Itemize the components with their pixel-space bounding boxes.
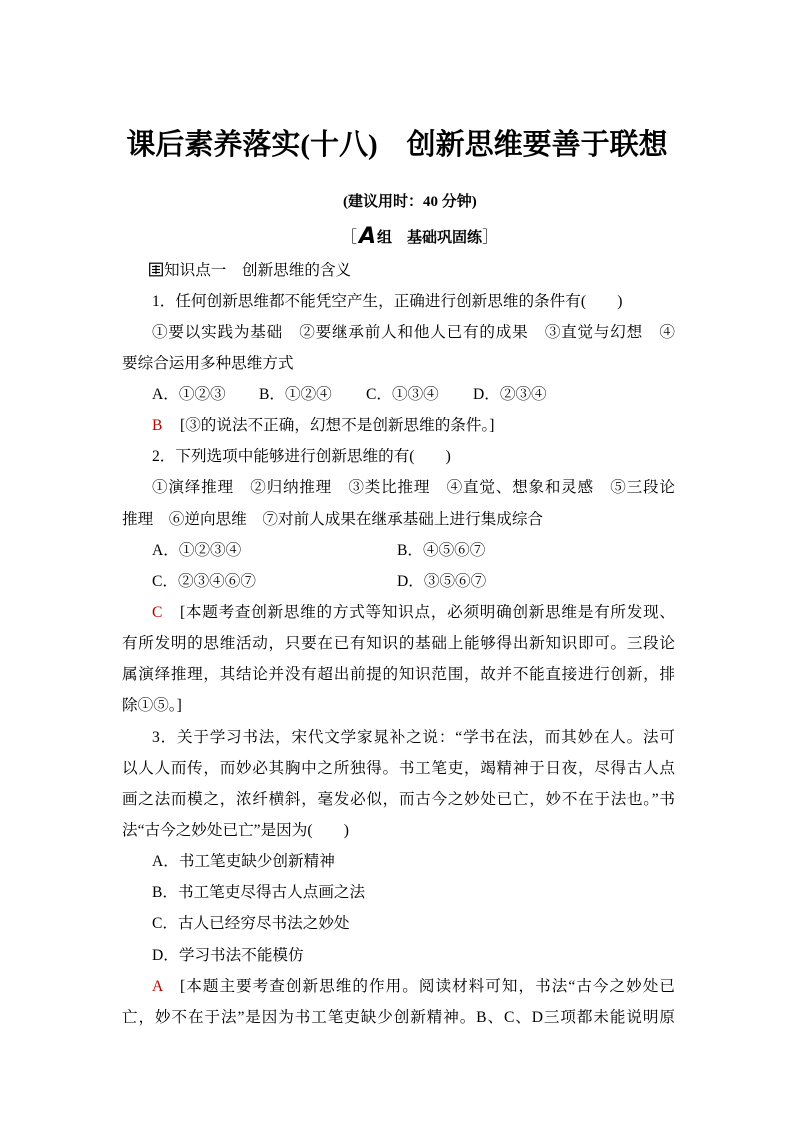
option-b: B．①②④ bbox=[259, 386, 332, 404]
question-3-stem: 3．关于学习书法，宋代文学家晁补之说：“学书在法，而其妙在人。法可 bbox=[152, 728, 675, 746]
knowledge-point-icon bbox=[149, 257, 163, 272]
question-2-options-row-2 bbox=[152, 566, 675, 597]
answer-explanation-cont: 除①⑤。] bbox=[122, 697, 182, 715]
option-a: A．①②③ bbox=[152, 386, 226, 404]
page-title: 课后素养落实(十八) 创新思维要善于联想 bbox=[126, 129, 668, 161]
group-label: 组 基础巩固练 bbox=[377, 230, 483, 246]
option-d: D．②③④ bbox=[473, 386, 547, 404]
question-2-answer-line bbox=[152, 597, 675, 628]
question-2-statements: ①演绎推理 ②归纳推理 ③类比推理 ④直觉、想象和灵感 ⑤三段论 bbox=[152, 479, 675, 497]
question-3-stem-cont: 法“古今之妙处已亡”是因为( ) bbox=[122, 822, 349, 840]
option-b: B．④⑤⑥⑦ bbox=[397, 541, 486, 559]
answer-explanation-cont: 亡，妙不在于法”是因为书工笔吏缺少创新精神。B、C、D三项都未能说明原 bbox=[122, 1008, 675, 1026]
question-1-statements: ①要以实践为基础 ②要继承前人和他人已有的成果 ③直觉与幻想 ④ bbox=[152, 323, 675, 341]
option-d: D．③⑤⑥⑦ bbox=[397, 572, 487, 590]
group-bracket-open: ［ bbox=[341, 229, 358, 246]
question-1-options bbox=[152, 379, 675, 410]
answer-letter: A bbox=[152, 977, 164, 995]
question-1-stem: 1．任何创新思维都不能凭空产生，正确进行创新思维的条件有( ) bbox=[152, 292, 623, 310]
answer-explanation-cont: 有所发明的思维活动，只要在已有知识的基础上能够得出新知识即可。三段论 bbox=[122, 635, 675, 653]
question-3-answer-line bbox=[152, 971, 675, 1002]
answer-explanation-cont: 属演绎推理，其结论并没有超出前提的知识范围，故并不能直接进行创新，排 bbox=[122, 666, 675, 684]
content-lines bbox=[0, 255, 794, 1034]
answer-explanation: [本题主要考查创新思维的作用。阅读材料可知，书法“古今之妙处已 bbox=[180, 977, 675, 995]
answer-letter: C bbox=[152, 604, 163, 622]
section-label: 知识点一 创新思维的含义 bbox=[164, 261, 352, 279]
question-3-stem-cont: 以人人而传，而妙必其胸中之所独得。书工笔吏，竭精神于日夜，尽得古人点 bbox=[122, 759, 675, 777]
option-d: D．学习书法不能模仿 bbox=[152, 946, 304, 964]
option-c: C．古人已经穷尽书法之妙处 bbox=[152, 915, 350, 933]
group-bracket-close: ］ bbox=[482, 229, 499, 246]
option-c: C．②③④⑥⑦ bbox=[152, 572, 256, 590]
answer-explanation: [本题考查创新思维的方式等知识点，必须明确创新思维是有所发现、 bbox=[180, 604, 675, 622]
question-2-stem: 2．下列选项中能够进行创新思维的有( ) bbox=[152, 448, 451, 466]
question-1-answer-line bbox=[152, 410, 675, 441]
question-3-stem-cont: 画之法而模之，浓纤横斜，毫发必似，而古今之妙处已亡，妙不在于法也。”书 bbox=[122, 790, 675, 808]
question-2-options-row-1 bbox=[152, 535, 675, 566]
answer-explanation: [③的说法不正确，幻想不是创新思维的条件。] bbox=[180, 417, 495, 435]
answer-letter: B bbox=[152, 417, 163, 435]
option-a: A．书工笔吏缺少创新精神 bbox=[152, 853, 335, 871]
option-c: C．①③④ bbox=[366, 386, 439, 404]
group-header bbox=[341, 224, 498, 250]
section-heading bbox=[149, 255, 675, 286]
time-note: (建议用时：40 分钟) bbox=[343, 194, 477, 210]
option-b: B．书工笔吏尽得古人点画之法 bbox=[152, 884, 366, 902]
group-letter: A bbox=[359, 224, 377, 249]
question-1-statements-cont: 要综合运用多种思维方式 bbox=[122, 354, 294, 372]
option-a: A．①②③④ bbox=[152, 541, 242, 559]
question-2-statements-cont: 推理 ⑥逆向思维 ⑦对前人成果在继承基础上进行集成综合 bbox=[122, 510, 544, 528]
